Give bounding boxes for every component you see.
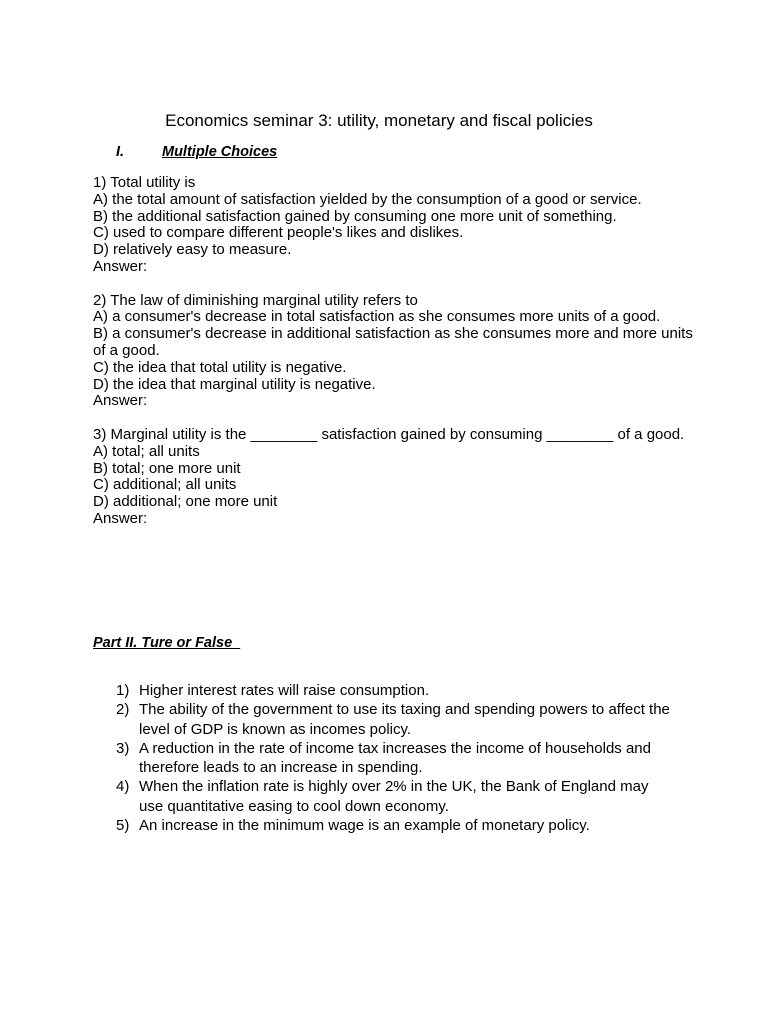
question-2-option-a: A) a consumer's decrease in total satisfaction as she consumes more units of a good. [93, 308, 661, 326]
statement-number: 1) [116, 682, 130, 699]
question-3-option-d: D) additional; one more unit [93, 493, 278, 511]
true-false-list [116, 681, 676, 835]
statement-number: 4) [116, 778, 130, 796]
question-2-answer: Answer: [93, 392, 148, 410]
list-item [116, 700, 676, 739]
question-2-stem: 2) The law of diminishing marginal utility refers to [93, 291, 418, 309]
list-item [116, 681, 676, 700]
question-3-option-c: C) additional; all units [93, 476, 237, 494]
document-title: Economics seminar 3: utility, monetary and fiscal policies [165, 111, 593, 130]
section-2-heading: Part II. Ture or False [93, 635, 241, 651]
list-item [116, 777, 676, 816]
question-1-answer: Answer: [93, 257, 148, 275]
question-2-option-c: C) the idea that total utility is negative. [93, 358, 347, 376]
question-1-option-c: C) used to compare different people's likes and dislikes. [93, 224, 464, 242]
statement-number: 5) [116, 817, 130, 835]
question-3-stem: 3) Marginal utility is the ________ satisfaction gained by consuming ________ of a good. [93, 425, 685, 443]
question-3-option-b: B) total; one more unit [93, 459, 241, 477]
question-1-option-b: B) the additional satisfaction gained by consuming one more unit of something. [93, 207, 617, 225]
list-item [116, 816, 676, 835]
question-2 [93, 293, 693, 411]
section-1-number: I. [116, 144, 125, 160]
statement-text: A reduction in the rate of income tax increases the income of households and therefore leads to an increase in spending. [139, 739, 651, 777]
question-1-option-a: A) the total amount of satisfaction yielded by the consumption of a good or service. [93, 190, 642, 208]
question-1-option-d: D) relatively easy to measure. [93, 241, 292, 259]
list-item [116, 739, 676, 778]
statement-text: An increase in the minimum wage is an example of monetary policy. [139, 817, 590, 835]
question-3-option-a: A) total; all units [93, 442, 200, 460]
question-1-stem: 1) Total utility is [93, 174, 196, 191]
question-2-option-d: D) the idea that marginal utility is negative. [93, 375, 376, 393]
question-2-option-b: B) a consumer's decrease in additional satisfaction as she consumes more and more units of a good. [93, 325, 693, 359]
question-3-answer: Answer: [93, 509, 148, 527]
statement-text: When the inflation rate is highly over 2% in the UK, the Bank of England may use quantitative easing to cool down economy. [139, 778, 649, 815]
statement-text: The ability of the government to use its taxing and spending powers to affect the level of GDP is known as incomes policy. [139, 701, 670, 738]
question-3 [93, 427, 693, 528]
multiple-choice-questions [93, 175, 693, 545]
section-1-heading [116, 144, 277, 161]
question-1 [93, 175, 693, 276]
statement-number: 2) [116, 701, 130, 719]
statement-text: Higher interest rates will raise consumption. [139, 682, 430, 699]
statement-number: 3) [116, 739, 130, 757]
section-1-title: Multiple Choices [162, 144, 278, 160]
